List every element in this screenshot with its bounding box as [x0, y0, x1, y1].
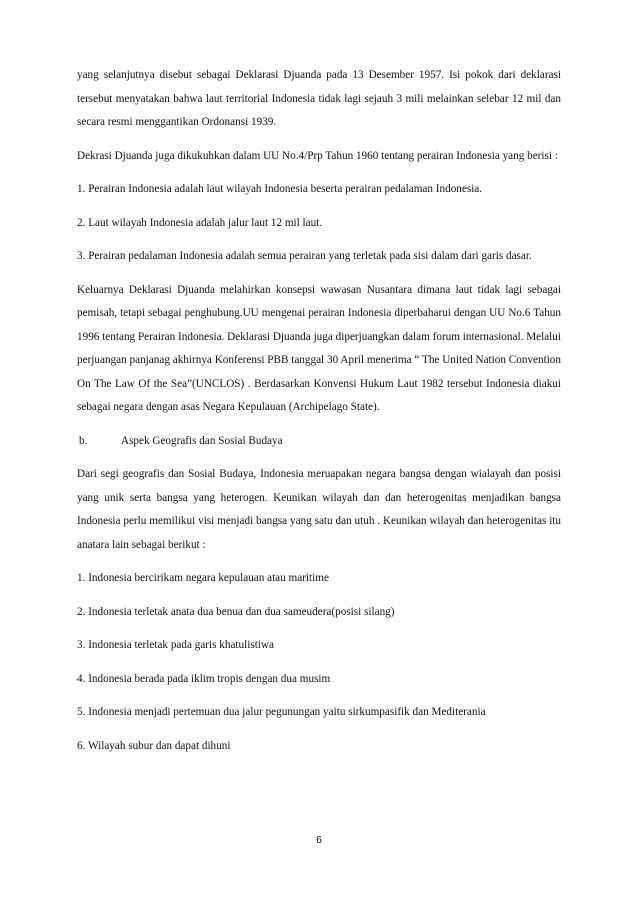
list-item: 5. Indonesia menjadi pertemuan dua jalur pegunungan yaitu sirkumpasifik dan Mediterania: [77, 706, 486, 718]
list-item: 1. Perairan Indonesia adalah laut wilayah Indonesia beserta perairan pedalaman Indonesia.: [77, 183, 483, 195]
list-item: 3. Indonesia terletak pada garis khatulistiwa: [77, 639, 274, 651]
list-item: 6. Wilayah subur dan dapat dihuni: [77, 739, 231, 752]
list-item: 2. Indonesia terletak anata dua benua dan dua sameudera(posisi silang): [77, 605, 395, 618]
subheading: [77, 430, 561, 454]
paragraph-geografis: Dari segi geografis dan Sosial Budaya, Indonesia meruapakan negara bangsa dengan wialayah dan posisi yang unik serta bangsa yang heterogen. Keunikan wilayah dan dan heterogenitas menjadikan bangsa Indonesia perlu memilikui visi menjadi bangsa yang satu dan utuh . Keunikan wilayah dan heterogenitas itu anatara lain sebagai berikut :: [77, 468, 561, 551]
list-item: 3. Perairan pedalaman Indonesia adalah semua perairan yang terletak pada sisi dalam dari garis dasar.: [77, 250, 532, 262]
paragraph-uu-1960: Dekrasi Djuanda juga dikukuhkan dalam UU No.4/Prp Tahun 1960 tentang perairan Indonesia yang berisi :: [77, 149, 558, 162]
list-item: 2. Laut wilayah Indonesia adalah jalur laut 12 mil laut.: [77, 216, 323, 229]
document-page: [77, 64, 561, 768]
page-number: 6: [316, 834, 322, 846]
subheading-title: Aspek Geografis dan Sosial Budaya: [121, 434, 283, 447]
paragraph-wawasan-nusantara: Keluarnya Deklarasi Djuanda melahirkan konsepsi wawasan Nusantara dimana laut tidak lagi sebagai pemisah, tetapi sebagai penghubung.UU mengenai perairan Indonesia diperbaharui dengan UU No.6 Tahun 1996 tentang Perairan Indonesia. Deklarasi Djuanda juga diperjuangkan dalam forum internasional. Melalui perjuangan panjanag akhirnya Konferensi PBB tanggal 30 April menerima “ The United Nation Convention On The Law Of the Sea”(UNCLOS) . Berdasarkan Konvensi Hukum Laut 1982 tersebut Indonesia diakui sebagai negara dengan asas Negara Kepulauan (Archipelago State).: [77, 283, 561, 413]
subheading-letter: b.: [79, 434, 88, 447]
list-item: 1. Indonesia bercirikam negara kepulauan atau maritime: [77, 572, 329, 584]
paragraph-djuanda-declaration: yang selanjutnya disebut sebagai Deklarasi Djuanda pada 13 Desember 1957. Isi pokok dari deklarasi tersebut menyatakan bahwa laut territorial Indonesia tidak lagi sejauh 3 mili melainkan selebar 12 mil dan secara resmi menggantikan Ordonansi 1939.: [77, 69, 561, 128]
list-item: 4. Indonesia berada pada iklim tropis dengan dua musim: [77, 672, 331, 685]
